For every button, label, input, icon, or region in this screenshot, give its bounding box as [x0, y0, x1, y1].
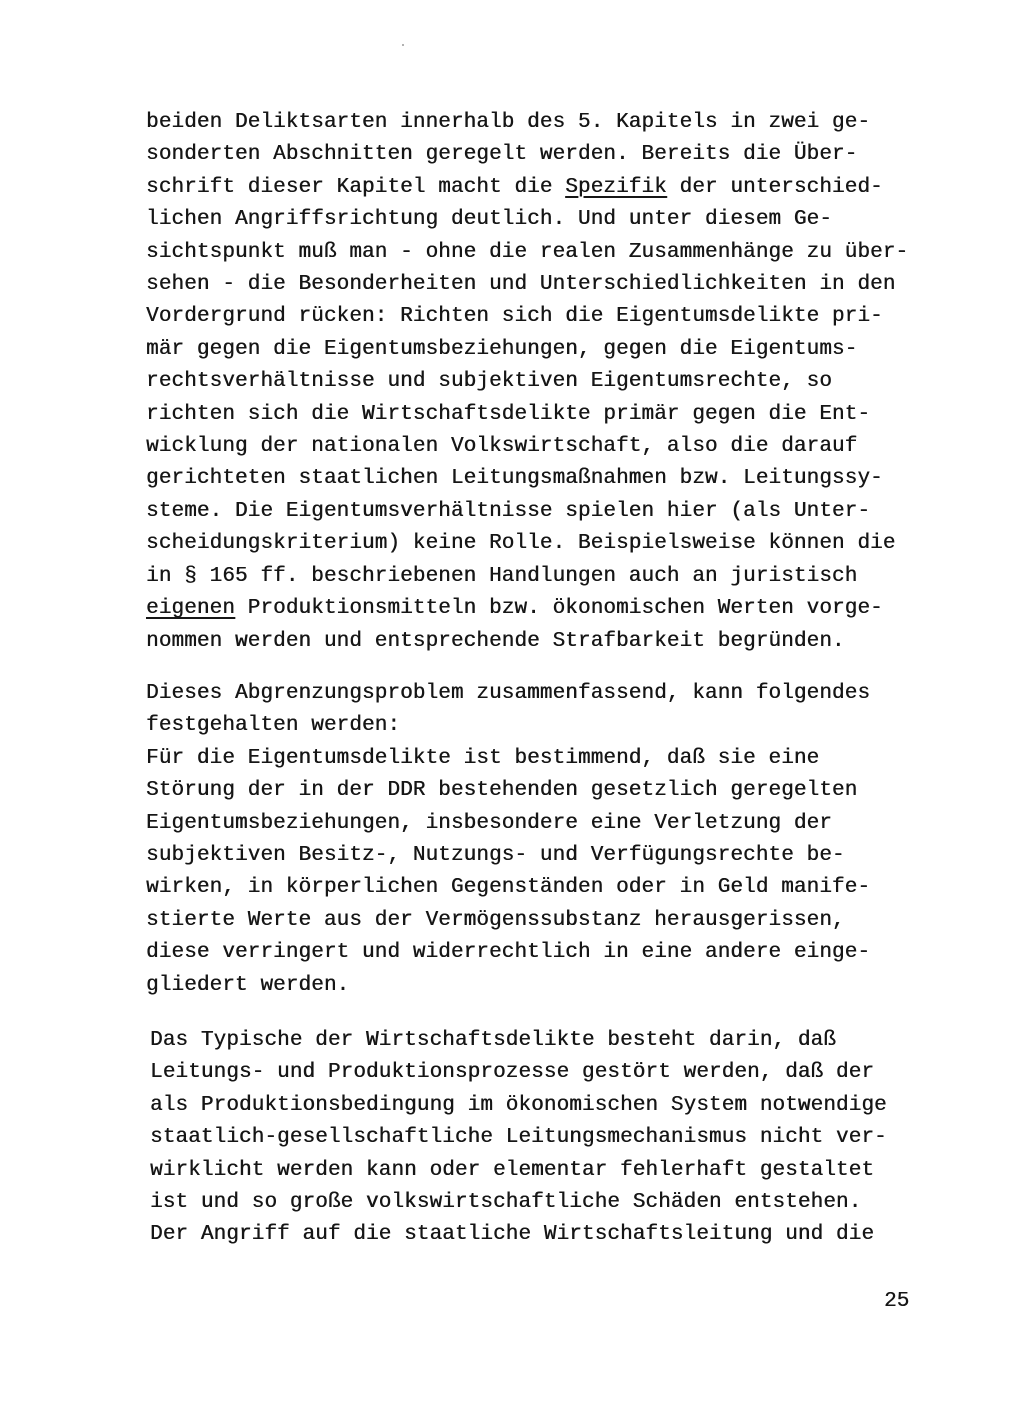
text-line: scheidungskriterium) keine Rolle. Beispielsweise können die: [146, 532, 896, 556]
paragraph-2: [146, 678, 926, 1002]
text-line: Der Angriff auf die staatliche Wirtschaftsleitung und die: [150, 1223, 875, 1247]
text-line: wirklicht werden kann oder elementar fehlerhaft gestaltet: [150, 1158, 875, 1182]
text-line: sonderten Abschnitten geregelt werden. Bereits die Über-: [146, 143, 858, 167]
text-line: diese verringert und widerrechtlich in eine andere einge-: [146, 941, 871, 965]
text-line: staatlich-gesellschaftliche Leitungsmechanismus nicht ver-: [150, 1126, 887, 1150]
text-line: Das Typische der Wirtschaftsdelikte besteht darin, daß: [150, 1029, 836, 1052]
text-line: Eigentumsbeziehungen, insbesondere eine Verletzung der: [146, 811, 832, 835]
text-line: lichen Angriffsrichtung deutlich. Und unter diesem Ge-: [146, 208, 832, 232]
underlined-word: eigenen: [146, 597, 235, 621]
text-line: sehen - die Besonderheiten und Unterschiedlichkeiten in den: [146, 273, 896, 297]
text-line: gerichteten staatlichen Leitungsmaßnahmen bzw. Leitungssy-: [146, 467, 883, 491]
text-line: Für die Eigentumsdelikte ist bestimmend, daß sie eine: [146, 746, 820, 770]
text-line: nommen werden und entsprechende Strafbarkeit begründen.: [146, 629, 845, 653]
text-line: Störung der in der DDR bestehenden gesetzlich geregelten: [146, 779, 858, 803]
text-line: subjektiven Besitz-, Nutzungs- und Verfügungsrechte be-: [146, 844, 845, 868]
text-line: sichtspunkt muß man - ohne die realen Zusammenhänge zu über-: [146, 240, 909, 264]
text-line: steme. Die Eigentumsverhältnisse spielen hier (als Unter-: [146, 499, 871, 523]
text-line-with-underline: eigenen Produktionsmitteln bzw. ökonomischen Werten vorge-: [146, 597, 883, 621]
text-line: Vordergrund rücken: Richten sich die Eigentumsdelikte pri-: [146, 305, 883, 329]
text-line: wirken, in körperlichen Gegenständen oder in Geld manife-: [146, 876, 871, 900]
text-line: festgehalten werden:: [146, 714, 401, 738]
text-line: ist und so große volkswirtschaftliche Schäden entstehen.: [150, 1191, 862, 1215]
text-line: beiden Deliktsarten innerhalb des 5. Kapitels in zwei ge-: [146, 111, 871, 134]
text-line: wicklung der nationalen Volkswirtschaft, also die darauf: [146, 435, 858, 459]
text-line: stierte Werte aus der Vermögenssubstanz herausgerissen,: [146, 908, 845, 932]
paragraph-1: [146, 107, 926, 658]
paragraph-3: [150, 1025, 930, 1252]
text-line: in § 165 ff. beschriebenen Handlungen auch an juristisch: [146, 564, 858, 588]
page-number: 25: [884, 1290, 910, 1313]
text-line: Leitungs- und Produktionsprozesse gestört werden, daß der: [150, 1061, 875, 1085]
text-line: rechtsverhältnisse und subjektiven Eigentumsrechte, so: [146, 370, 832, 394]
text-line: als Produktionsbedingung im ökonomischen System notwendige: [150, 1093, 887, 1117]
scan-speck: [402, 44, 404, 46]
underlined-word: Spezifik: [565, 175, 667, 199]
text-line: gliedert werden.: [146, 973, 350, 997]
text-line-with-underline: schrift dieser Kapitel macht die Spezifik der unterschied-: [146, 175, 883, 199]
text-line: Dieses Abgrenzungsproblem zusammenfassend, kann folgendes: [146, 682, 871, 705]
text-line: richten sich die Wirtschaftsdelikte primär gegen die Ent-: [146, 402, 871, 426]
text-line: mär gegen die Eigentumsbeziehungen, gegen die Eigentums-: [146, 337, 858, 361]
